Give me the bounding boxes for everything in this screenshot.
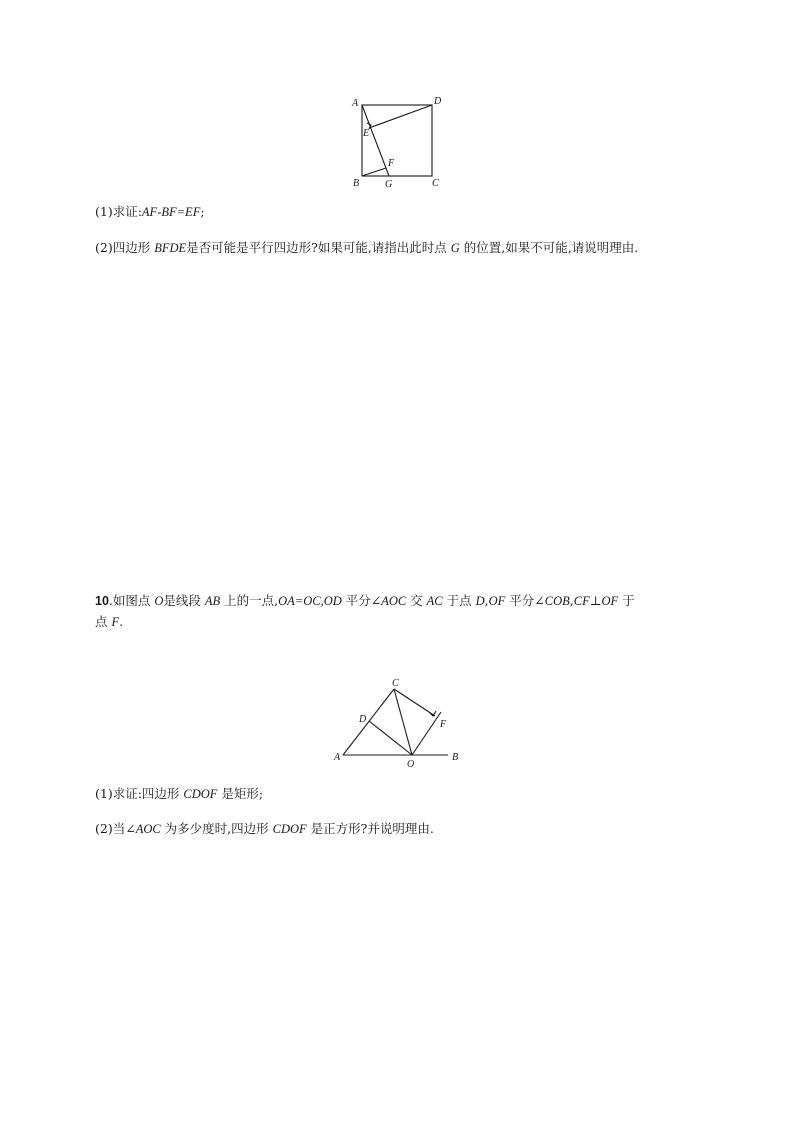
q10-text: 上的一点, bbox=[220, 593, 279, 608]
square-figure bbox=[345, 92, 451, 190]
q9-part2-suffix: 的位置,如果不可能,请说明理由. bbox=[459, 240, 639, 255]
label-c: C bbox=[392, 678, 399, 689]
q10-var: D bbox=[475, 594, 485, 608]
segment-od bbox=[369, 721, 412, 755]
q10-statement-line2 bbox=[95, 613, 123, 631]
label-a: A bbox=[334, 752, 341, 763]
q10-part1 bbox=[95, 785, 263, 803]
segment-of bbox=[412, 712, 441, 755]
q10-text: 于点 bbox=[442, 593, 476, 608]
q9-part1 bbox=[95, 203, 205, 221]
q9-part2 bbox=[95, 239, 638, 257]
label-g: G bbox=[385, 179, 393, 190]
q10-var: F bbox=[111, 615, 120, 629]
q9-part2-point: G bbox=[450, 241, 460, 255]
label-e: E bbox=[363, 128, 370, 139]
segment-bf bbox=[362, 168, 386, 176]
q10-number: 10 bbox=[95, 594, 109, 608]
square-abcd bbox=[362, 105, 432, 176]
label-b: B bbox=[353, 178, 360, 189]
right-angle-mark bbox=[430, 711, 436, 716]
q10-part2-prefix: (2)当∠ bbox=[95, 821, 136, 836]
q10-part1-suffix: 是矩形; bbox=[217, 786, 264, 801]
q10-var: AC bbox=[426, 594, 443, 608]
q10-text: .如图点 bbox=[108, 593, 155, 608]
q10-text: 是线段 bbox=[163, 593, 205, 608]
q10-text: 交 bbox=[406, 593, 427, 608]
label-f: F bbox=[440, 719, 447, 730]
q10-var: AOC bbox=[381, 594, 407, 608]
q10-part2-middle: 为多少度时,四边形 bbox=[160, 821, 273, 836]
q10-var: OF bbox=[601, 594, 619, 608]
q10-statement-line1 bbox=[95, 592, 635, 610]
label-f: F bbox=[388, 158, 395, 169]
q10-var: AB bbox=[204, 594, 221, 608]
q9-part2-prefix: (2)四边形 bbox=[95, 240, 155, 255]
label-o: O bbox=[407, 759, 415, 770]
q10-text: , bbox=[569, 593, 574, 608]
q10-text: 点 bbox=[95, 614, 112, 629]
q9-part2-middle: 是否可能是平行四边形?如果可能,请指出此时点 bbox=[186, 240, 451, 255]
q10-part1-prefix: (1)求证:四边形 bbox=[95, 786, 184, 801]
triangle-figure bbox=[325, 670, 465, 770]
q10-var: OF bbox=[488, 594, 506, 608]
q9-part1-expr: AF-BF=EF bbox=[141, 205, 201, 219]
q10-part1-shape: CDOF bbox=[183, 787, 218, 801]
q10-var: OA=OC,OD bbox=[278, 594, 342, 608]
q9-part1-prefix: (1)求证: bbox=[95, 204, 142, 219]
q10-text: ⊥ bbox=[589, 593, 602, 608]
label-d: D bbox=[359, 714, 367, 725]
q10-part2-suffix: 是正方形?并说明理由. bbox=[306, 821, 434, 836]
q10-var: CF bbox=[573, 594, 590, 608]
q10-var: O bbox=[154, 594, 164, 608]
q10-part2-angle: AOC bbox=[135, 822, 161, 836]
q10-part2-shape: CDOF bbox=[272, 822, 307, 836]
q10-text: 平分∠ bbox=[505, 593, 545, 608]
label-a: A bbox=[352, 98, 359, 109]
label-b: B bbox=[452, 752, 459, 763]
q10-text: 平分∠ bbox=[341, 593, 382, 608]
q10-part2 bbox=[95, 820, 434, 838]
q10-text: , bbox=[484, 593, 489, 608]
label-d: D bbox=[434, 96, 442, 107]
q10-text: 于 bbox=[618, 593, 635, 608]
q9-part2-shape: BFDE bbox=[154, 241, 187, 255]
segment-ac bbox=[343, 689, 394, 755]
q10-text: . bbox=[119, 614, 124, 629]
q10-var: COB bbox=[544, 594, 570, 608]
segment-de bbox=[369, 105, 432, 128]
segment-ag bbox=[362, 105, 389, 176]
q9-part1-suffix: ; bbox=[200, 204, 205, 219]
label-c: C bbox=[432, 178, 439, 189]
